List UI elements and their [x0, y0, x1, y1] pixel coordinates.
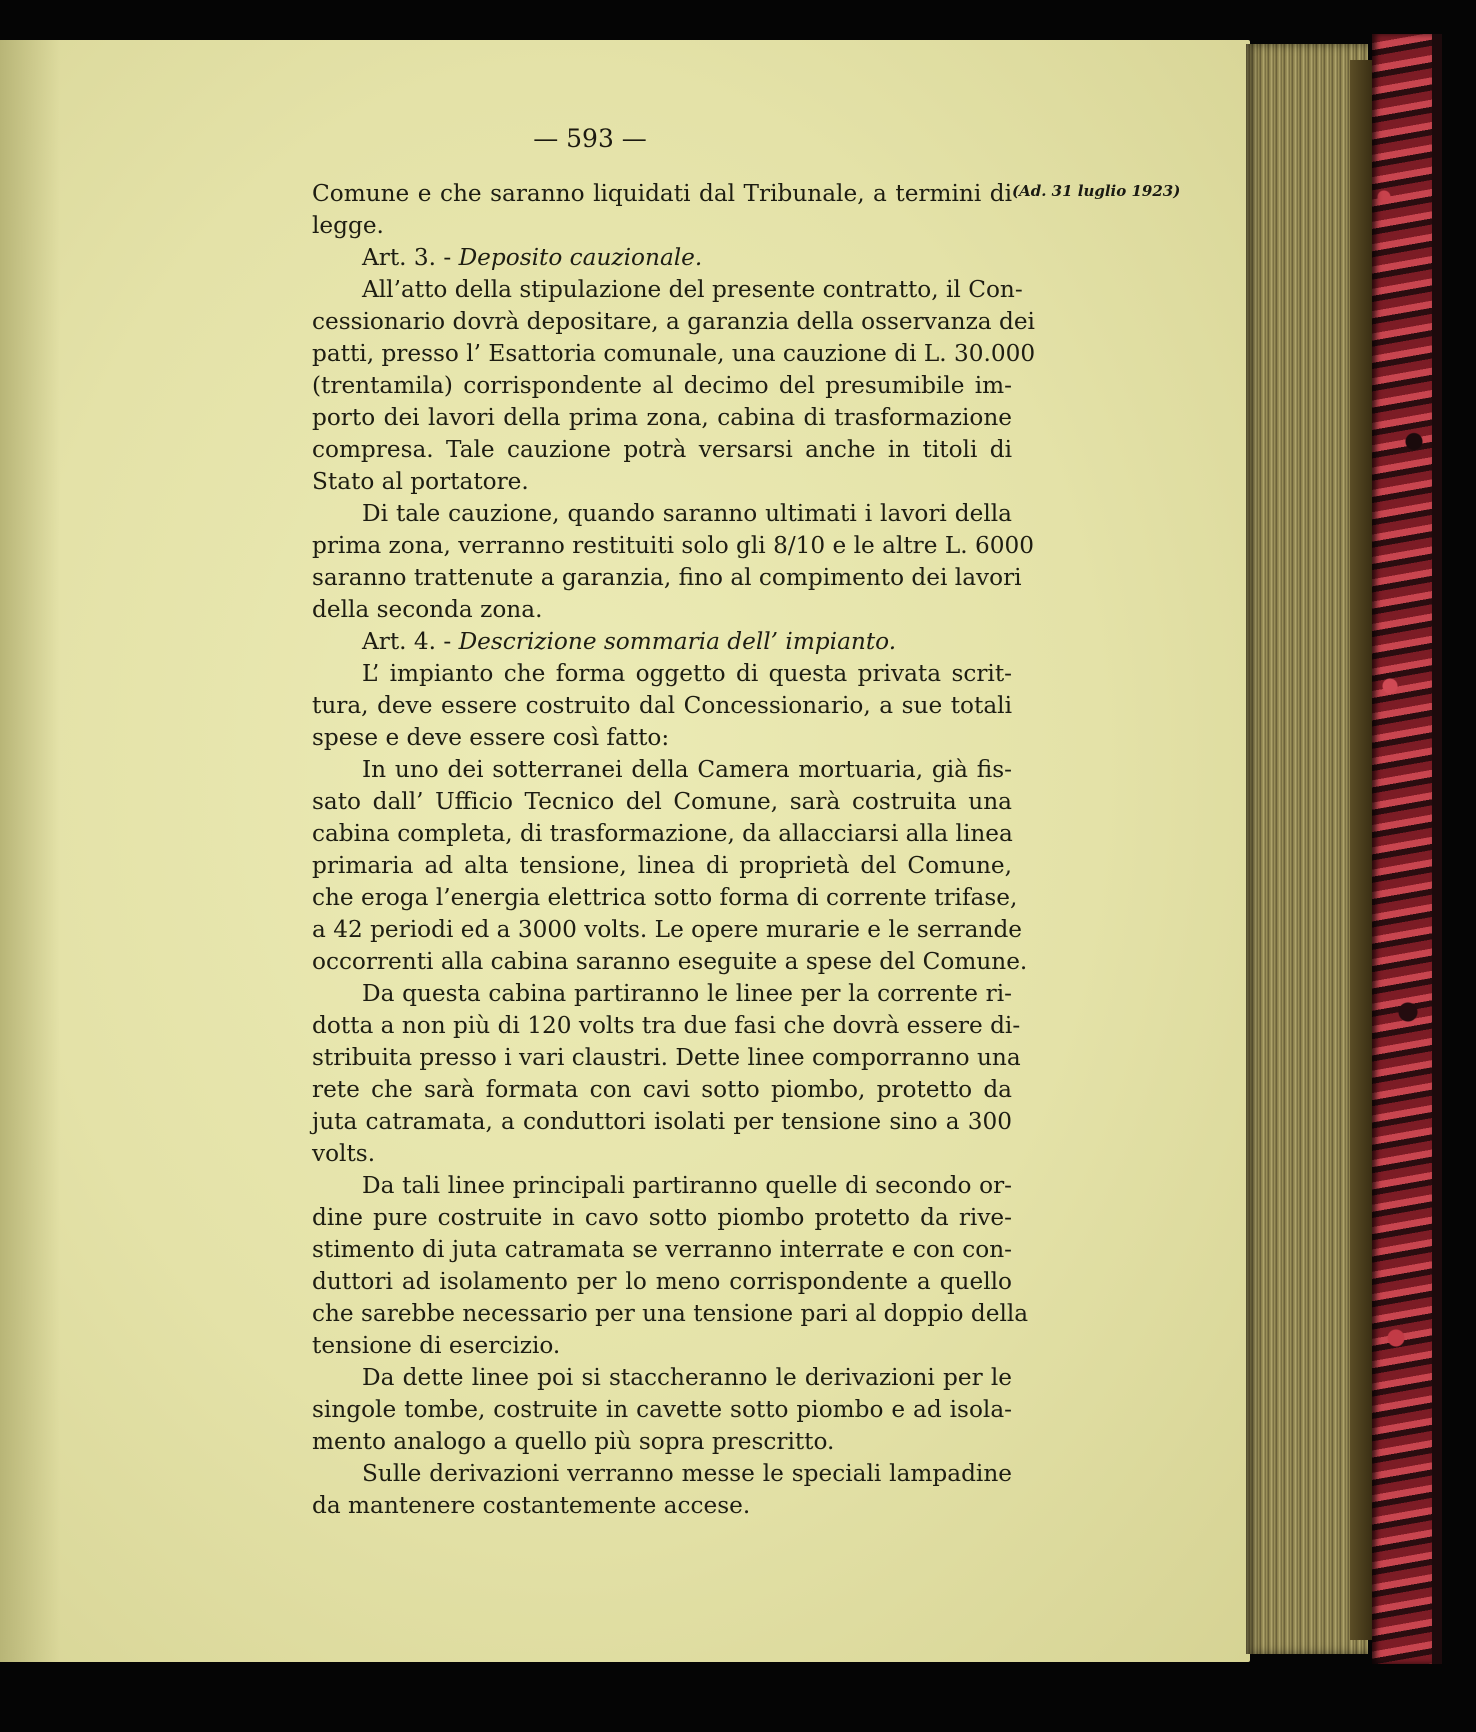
text-line: singole tombe, costruite in cavette sotto piombo e ad isola- [312, 1396, 1012, 1423]
text-line: mento analogo a quello più sopra prescritto. [312, 1428, 835, 1455]
text-line: a 42 periodi ed a 3000 volts. Le opere murarie e le serrande [312, 916, 1023, 943]
text-line: dotta a non più di 120 volts tra due fasi che dovrà essere di- [312, 1012, 1021, 1039]
article-heading [312, 242, 1012, 274]
article-number: Art. 3. - [362, 244, 459, 271]
text-line: juta catramata, a conduttori isolati per tensione sino a 300 [312, 1108, 1012, 1135]
text-line: compresa. Tale cauzione potrà versarsi anche in titoli di [312, 436, 1012, 463]
text-line: cabina completa, di trasformazione, da allacciarsi alla linea [312, 820, 1013, 847]
text-line: Stato al portatore. [312, 468, 529, 495]
text-line: legge. [312, 212, 384, 239]
cover-edge [1432, 34, 1442, 1664]
text-line: spese e deve essere così fatto: [312, 724, 670, 751]
text-line: stimento di juta catramata se verranno interrate e con con- [312, 1236, 1012, 1263]
text-line: prima zona, verranno restituiti solo gli 8/10 e le altre L. 6000 [312, 532, 1035, 559]
text-line: rete che sarà formata con cavi sotto piombo, protetto da [312, 1076, 1012, 1103]
text-line: duttori ad isolamento per lo meno corrispondente a quello [312, 1268, 1012, 1295]
text-line: porto dei lavori della prima zona, cabina di trasformazione [312, 404, 1012, 431]
text-line: cessionario dovrà depositare, a garanzia della osservanza dei [312, 308, 1035, 335]
text-line: sato dall’ Ufficio Tecnico del Comune, sarà costruita una [312, 788, 1012, 815]
margin-note: (Ad. 31 luglio 1923) [1012, 182, 1181, 200]
text-line: tura, deve essere costruito dal Concessionario, a sue totali [312, 692, 1012, 719]
text-line: Di tale cauzione, quando saranno ultimati i lavori della [362, 500, 1012, 527]
text-line: occorrenti alla cabina saranno eseguite a spese del Comune. [312, 948, 1028, 975]
text-line: Comune e che saranno liquidati dal Tribunale, a termini di [312, 180, 1012, 207]
text-line: Da dette linee poi si staccheranno le derivazioni per le [362, 1364, 1012, 1391]
text-line: Da questa cabina partiranno le linee per la corrente ri- [362, 980, 1012, 1007]
text-line: stribuita presso i vari claustri. Dette linee comporranno una [312, 1044, 1021, 1071]
page-block-shadow [1350, 60, 1372, 1640]
page-number: — 593 — [533, 124, 647, 153]
text-line: saranno trattenute a garanzia, fino al compimento dei lavori [312, 564, 1022, 591]
gutter-shadow [0, 40, 60, 1662]
text-line: dine pure costruite in cavo sotto piombo protetto da rive- [312, 1204, 1012, 1231]
text-line: tensione di esercizio. [312, 1332, 561, 1359]
text-line: L’ impianto che forma oggetto di questa privata scrit- [362, 660, 1012, 687]
text-line: Da tali linee principali partiranno quelle di secondo or- [362, 1172, 1012, 1199]
text-line: Sulle derivazioni verranno messe le speciali lampadine [362, 1460, 1012, 1487]
text-line: primaria ad alta tensione, linea di proprietà del Comune, [312, 852, 1012, 879]
text-line: che sarebbe necessario per una tensione pari al doppio della [312, 1300, 1029, 1327]
text-line: volts. [312, 1140, 376, 1167]
body-text [312, 178, 1036, 1522]
text-line: (trentamila) corrispondente al decimo del presumibile im- [312, 372, 1012, 399]
text-line: All’atto della stipulazione del presente contratto, il Con- [362, 276, 1023, 303]
text-line: da mantenere costantemente accese. [312, 1492, 751, 1519]
article-heading [312, 626, 1012, 658]
text-line: che eroga l’energia elettrica sotto forma di corrente trifase, [312, 884, 1018, 911]
text-line: della seconda zona. [312, 596, 543, 623]
text-line: In uno dei sotterranei della Camera mortuaria, già fis- [362, 756, 1012, 783]
article-title: Deposito cauzionale. [458, 244, 703, 271]
article-title: Descrizione sommaria dell’ impianto. [458, 628, 897, 655]
marbled-cover [1372, 34, 1432, 1664]
article-number: Art. 4. - [362, 628, 459, 655]
text-line: patti, presso l’ Esattoria comunale, una cauzione di L. 30.000 [312, 340, 1036, 367]
